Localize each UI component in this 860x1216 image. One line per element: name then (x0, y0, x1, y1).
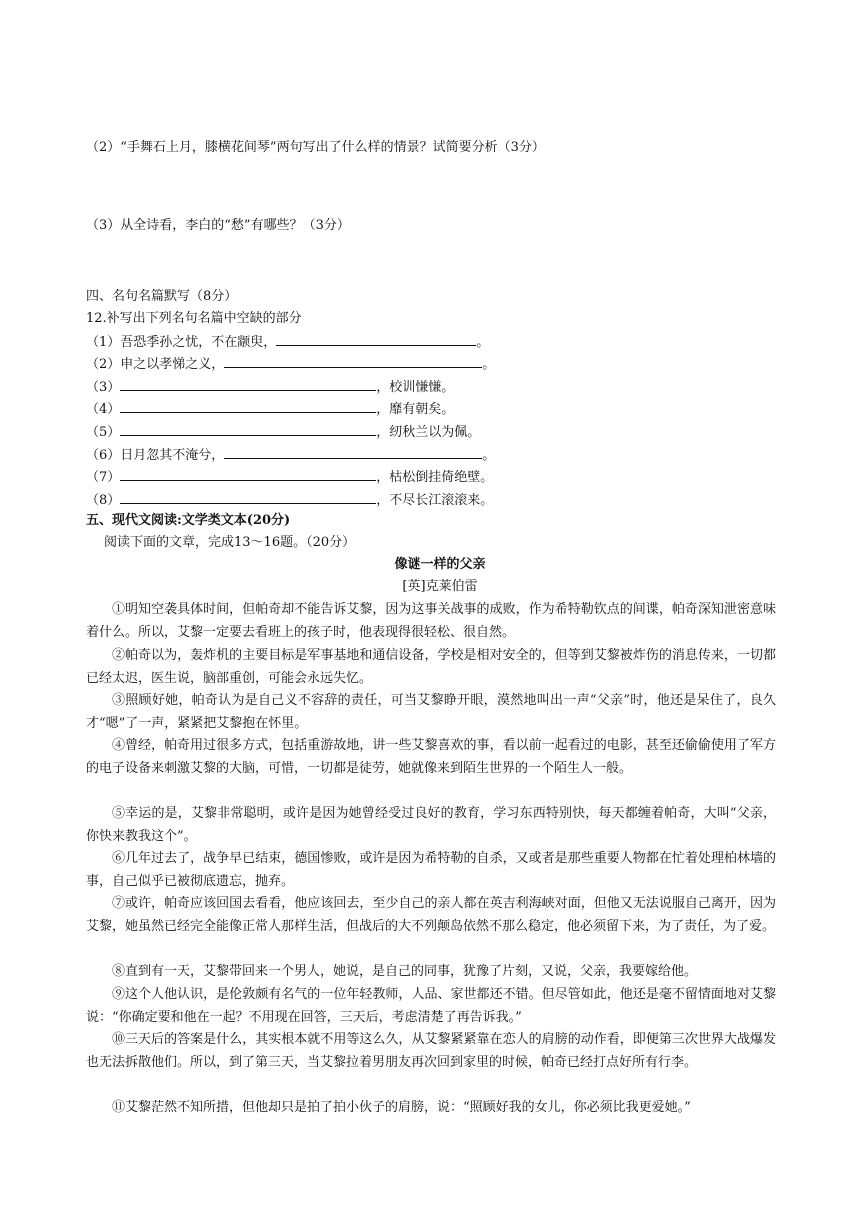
fill-item-8 (86, 489, 493, 511)
fill-item-3 (86, 376, 454, 398)
item-number: （5） (86, 425, 121, 440)
item-number: （2） (86, 357, 121, 372)
paragraph-5: ⑤幸运的是，艾黎非常聪明，或许是因为她曾经受过良好的教育，学习东西特别快，每天都缠着帕奇，大叫“父亲，你快来教我这个”。 (86, 806, 776, 844)
item-after: 。 (482, 357, 496, 372)
item-after: 。 (482, 448, 496, 463)
item-after: ，校训慊慊。 (376, 380, 455, 395)
paragraph-6: ⑥几年过去了，战争早已结束，德国惨败，或许是因为希特勒的自杀，又或者是那些重要人物都在忙着处理柏林墙的事，自己似乎已被彻底遗忘，抛弃。 (86, 851, 776, 889)
paragraph-3: ③照顾好她，帕奇认为是自己义不容辞的责任，可当艾黎睁开眼，漠然地叫出一声“父亲”时，他还是呆住了，良久才“嗯”了一声，紧紧把艾黎抱在怀里。 (86, 693, 776, 731)
item-number: （3） (86, 380, 121, 395)
fill-item-5 (86, 421, 480, 443)
answer-blank[interactable] (224, 444, 482, 459)
answer-blank[interactable] (224, 353, 482, 368)
item-number: （7） (86, 470, 121, 485)
item-after: ，不尽长江滚滚来。 (376, 493, 494, 508)
article-author: [英]克莱伯雷 (402, 579, 478, 594)
answer-blank[interactable] (120, 398, 376, 413)
fill-item-2 (86, 353, 495, 375)
item-before: 申之以孝悌之义， (120, 357, 225, 372)
answer-blank[interactable] (120, 376, 376, 391)
fill-item-4 (86, 398, 454, 420)
item-number: （4） (86, 402, 121, 417)
answer-blank[interactable] (120, 421, 376, 436)
section-4-heading: 四、名句名篇默写（8分） (86, 289, 238, 304)
fill-item-6 (86, 444, 495, 466)
item-before: 吾恐季孙之忧，不在颛臾， (120, 335, 277, 350)
paragraph-1: ①明知空袭具体时间，但帕奇却不能告诉艾黎，因为这事关战事的成败，作为希特勒钦点的间谍，帕奇深知泄密意味着什么。所以，艾黎一定要去看班上的孩子时，他表现得很轻松、很自然。 (86, 602, 776, 640)
fill-item-1 (86, 331, 489, 353)
answer-blank[interactable] (120, 489, 376, 504)
item-number: （8） (86, 493, 121, 508)
paragraph-8: ⑧直到有一天，艾黎带回来一个男人，她说，是自己的同事，犹豫了片刻，又说，父亲，我要嫁给他。 (112, 964, 698, 979)
fill-item-7 (86, 466, 493, 488)
article-title: 像谜一样的父亲 (394, 557, 486, 572)
item-after: ，靡有朝矣。 (376, 402, 455, 417)
item-number: （1） (86, 335, 121, 350)
item-after: ，枯松倒挂倚绝壁。 (376, 470, 494, 485)
item-after: 。 (476, 335, 490, 350)
answer-blank[interactable] (120, 466, 376, 481)
question-2: （2）“手舞石上月，膝横花间琴”两句写出了什么样的情景？试简要分析（3分） (86, 140, 545, 155)
paragraph-10: ⑩三天后的答案是什么，其实根本就不用等这么久，从艾黎紧紧靠在恋人的肩膀的动作看，即便第三次世界大战爆发也无法拆散他们。所以，到了第三天，当艾黎拉着男朋友再次回到家里的时候，帕奇已经打点好所有行李。 (86, 1032, 776, 1070)
paragraph-9: ⑨这个人他认识，是伦敦颇有名气的一位年轻教师，人品、家世都还不错。但尽管如此，他还是毫不留情面地对艾黎说：“你确定要和他在一起？不用现在回答，三天后，考虑清楚了再告诉我。” (86, 987, 776, 1025)
paragraph-7: ⑦或许，帕奇应该回国去看看，他应该回去，至少自己的亲人都在英吉利海峡对面，但他又无法说服自己离开，因为艾黎，她虽然已经完全能像正常人那样生活，但战后的大不列颠岛依然不那么稳定，他必须留下来，为了责任，为了爱。 (86, 896, 776, 934)
paragraph-4: ④曾经，帕奇用过很多方式，包括重游故地，讲一些艾黎喜欢的事，看以前一起看过的电影，甚至还偷偷使用了军方的电子设备来刺激艾黎的大脑，可惜，一切都是徒劳，她就像来到陌生世界的一个陌生人一般。 (86, 738, 776, 776)
paragraph-2: ②帕奇以为，轰炸机的主要目标是军事基地和通信设备，学校是相对安全的，但等到艾黎被炸伤的消息传来，一切都已经太迟，医生说，脑部重创，可能会永远失忆。 (86, 648, 776, 686)
item-number: （6） (86, 448, 121, 463)
section-5-instruction: 阅读下面的文章，完成13～16题。（20分） (104, 535, 356, 550)
question-3: （3）从全诗看，李白的“愁”有哪些？（3分） (86, 218, 350, 233)
section-5-heading: 五、现代文阅读:文学类文本(20分) (86, 513, 291, 528)
paragraph-11: ⑪艾黎茫然不知所措，但他却只是拍了拍小伙子的肩膀，说：“照顾好我的女儿，你必须比我更爱她。” (112, 1100, 691, 1115)
section-4-instruction: 12.补写出下列名句名篇中空缺的部分 (86, 311, 302, 326)
item-before: 日月忽其不淹兮， (120, 448, 225, 463)
item-after: ，纫秋兰以为佩。 (376, 425, 481, 440)
answer-blank[interactable] (276, 331, 476, 346)
